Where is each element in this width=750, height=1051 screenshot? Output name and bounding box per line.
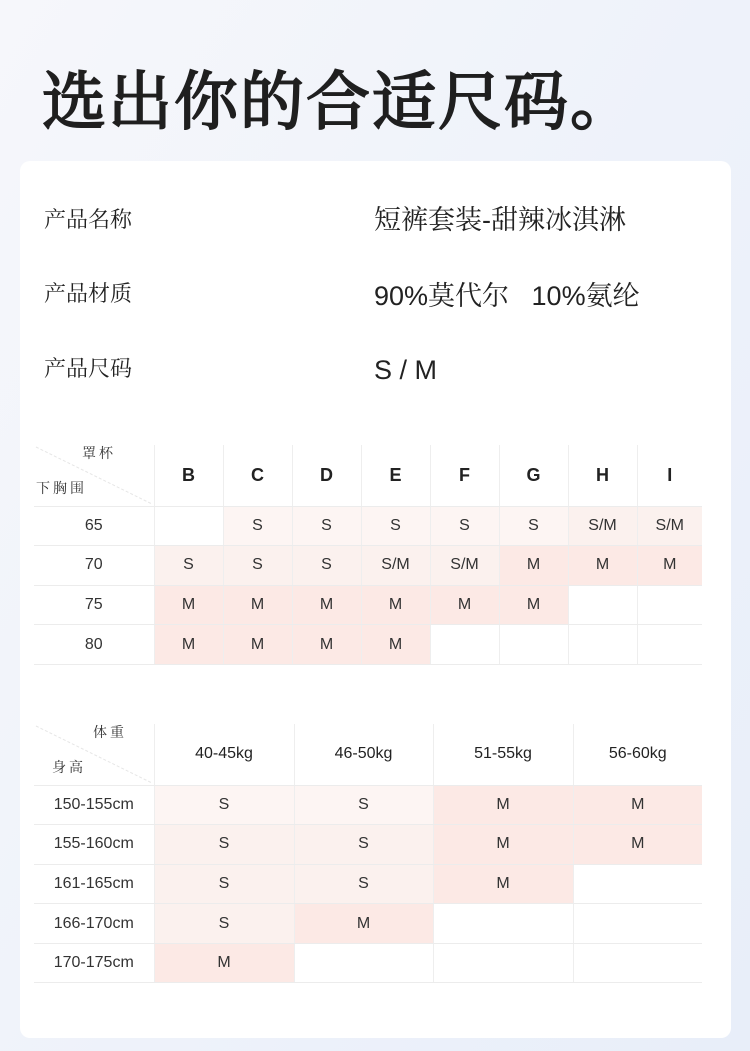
size-cell: M	[154, 943, 294, 983]
size-cell: M	[499, 585, 568, 625]
size-cell	[573, 904, 702, 944]
size-cell: M	[573, 785, 702, 825]
cup-corner-label: 罩杯	[82, 445, 116, 461]
cup-table-corner	[34, 445, 154, 506]
size-cell: M	[433, 864, 573, 904]
cup-column-header: F	[430, 445, 499, 506]
cup-column-header: B	[154, 445, 223, 506]
cup-column-header: D	[292, 445, 361, 506]
weight-table-corner	[34, 724, 154, 785]
size-cell: S	[154, 785, 294, 825]
size-cell: M	[433, 825, 573, 865]
cup-row-header: 80	[34, 625, 154, 665]
weight-row-header: 150-155cm	[34, 785, 154, 825]
size-cell: M	[430, 585, 499, 625]
table-row	[34, 785, 702, 825]
cup-column-header: I	[637, 445, 702, 506]
weight-column-header: 40-45kg	[154, 724, 294, 785]
size-cell: S/M	[568, 506, 637, 546]
weight-row-header: 161-165cm	[34, 864, 154, 904]
size-cell: S	[294, 864, 433, 904]
size-cell: M	[433, 785, 573, 825]
size-cell	[637, 585, 702, 625]
size-cell	[573, 943, 702, 983]
size-cell: M	[294, 904, 433, 944]
product-material-label: 产品材质	[44, 281, 133, 306]
weight-row-header: 166-170cm	[34, 904, 154, 944]
cup-row-header: 75	[34, 585, 154, 625]
weight-column-header: 46-50kg	[294, 724, 433, 785]
table-row	[34, 904, 702, 944]
cup-column-header: C	[223, 445, 292, 506]
size-cell: M	[292, 625, 361, 665]
cup-column-header: E	[361, 445, 430, 506]
weight-row-header: 170-175cm	[34, 943, 154, 983]
weight-column-header: 51-55kg	[433, 724, 573, 785]
size-cell: S/M	[361, 546, 430, 586]
size-cell: M	[361, 625, 430, 665]
table-row	[34, 864, 702, 904]
size-cell: M	[292, 585, 361, 625]
weight-row-header: 155-160cm	[34, 825, 154, 865]
size-cell: M	[154, 585, 223, 625]
weight-height-table	[34, 724, 702, 983]
size-cell: S	[294, 785, 433, 825]
size-cell	[433, 904, 573, 944]
size-cell: S	[499, 506, 568, 546]
size-cell: S	[292, 546, 361, 586]
size-cell: M	[223, 585, 292, 625]
size-cell: S/M	[430, 546, 499, 586]
size-cell	[433, 943, 573, 983]
cup-row-header: 70	[34, 546, 154, 586]
size-cell: M	[568, 546, 637, 586]
size-cell: S	[154, 546, 223, 586]
size-cell: S	[223, 506, 292, 546]
size-cell	[637, 625, 702, 665]
product-name-label: 产品名称	[44, 207, 133, 232]
cup-column-header: H	[568, 445, 637, 506]
size-cell: S	[361, 506, 430, 546]
size-cell	[294, 943, 433, 983]
size-cell	[499, 625, 568, 665]
size-cell	[154, 506, 223, 546]
page-title: 选出你的合适尺码。	[42, 66, 636, 138]
size-cell: S	[154, 864, 294, 904]
height-corner-label: 身高	[52, 759, 86, 775]
size-cell: S	[154, 825, 294, 865]
size-cell: S	[223, 546, 292, 586]
product-size-value: S / M	[374, 355, 438, 385]
size-cell: M	[361, 585, 430, 625]
table-row	[34, 506, 702, 546]
table-row	[34, 546, 702, 586]
size-cell: S	[292, 506, 361, 546]
size-cell: S	[430, 506, 499, 546]
size-cell: M	[154, 625, 223, 665]
size-cell: M	[637, 546, 702, 586]
product-material-value: 90%莫代尔 10%氨纶	[374, 281, 640, 311]
table-row	[34, 625, 702, 665]
table-row	[34, 585, 702, 625]
size-cell: M	[573, 825, 702, 865]
cup-row-header: 65	[34, 506, 154, 546]
size-cell	[568, 625, 637, 665]
table-row	[34, 943, 702, 983]
underbust-corner-label: 下胸围	[36, 480, 87, 496]
cup-size-table	[34, 445, 702, 665]
size-cell	[573, 864, 702, 904]
size-cell: M	[223, 625, 292, 665]
table-row	[34, 825, 702, 865]
weight-column-header: 56-60kg	[573, 724, 702, 785]
size-cell	[568, 585, 637, 625]
size-cell: S	[154, 904, 294, 944]
size-cell: S/M	[637, 506, 702, 546]
size-cell	[430, 625, 499, 665]
cup-column-header: G	[499, 445, 568, 506]
size-cell: S	[294, 825, 433, 865]
size-cell: M	[499, 546, 568, 586]
size-card	[20, 161, 731, 1038]
product-size-label: 产品尺码	[44, 356, 133, 381]
weight-corner-label: 体重	[93, 724, 127, 740]
product-name-value: 短裤套装-甜辣冰淇淋	[374, 205, 626, 235]
